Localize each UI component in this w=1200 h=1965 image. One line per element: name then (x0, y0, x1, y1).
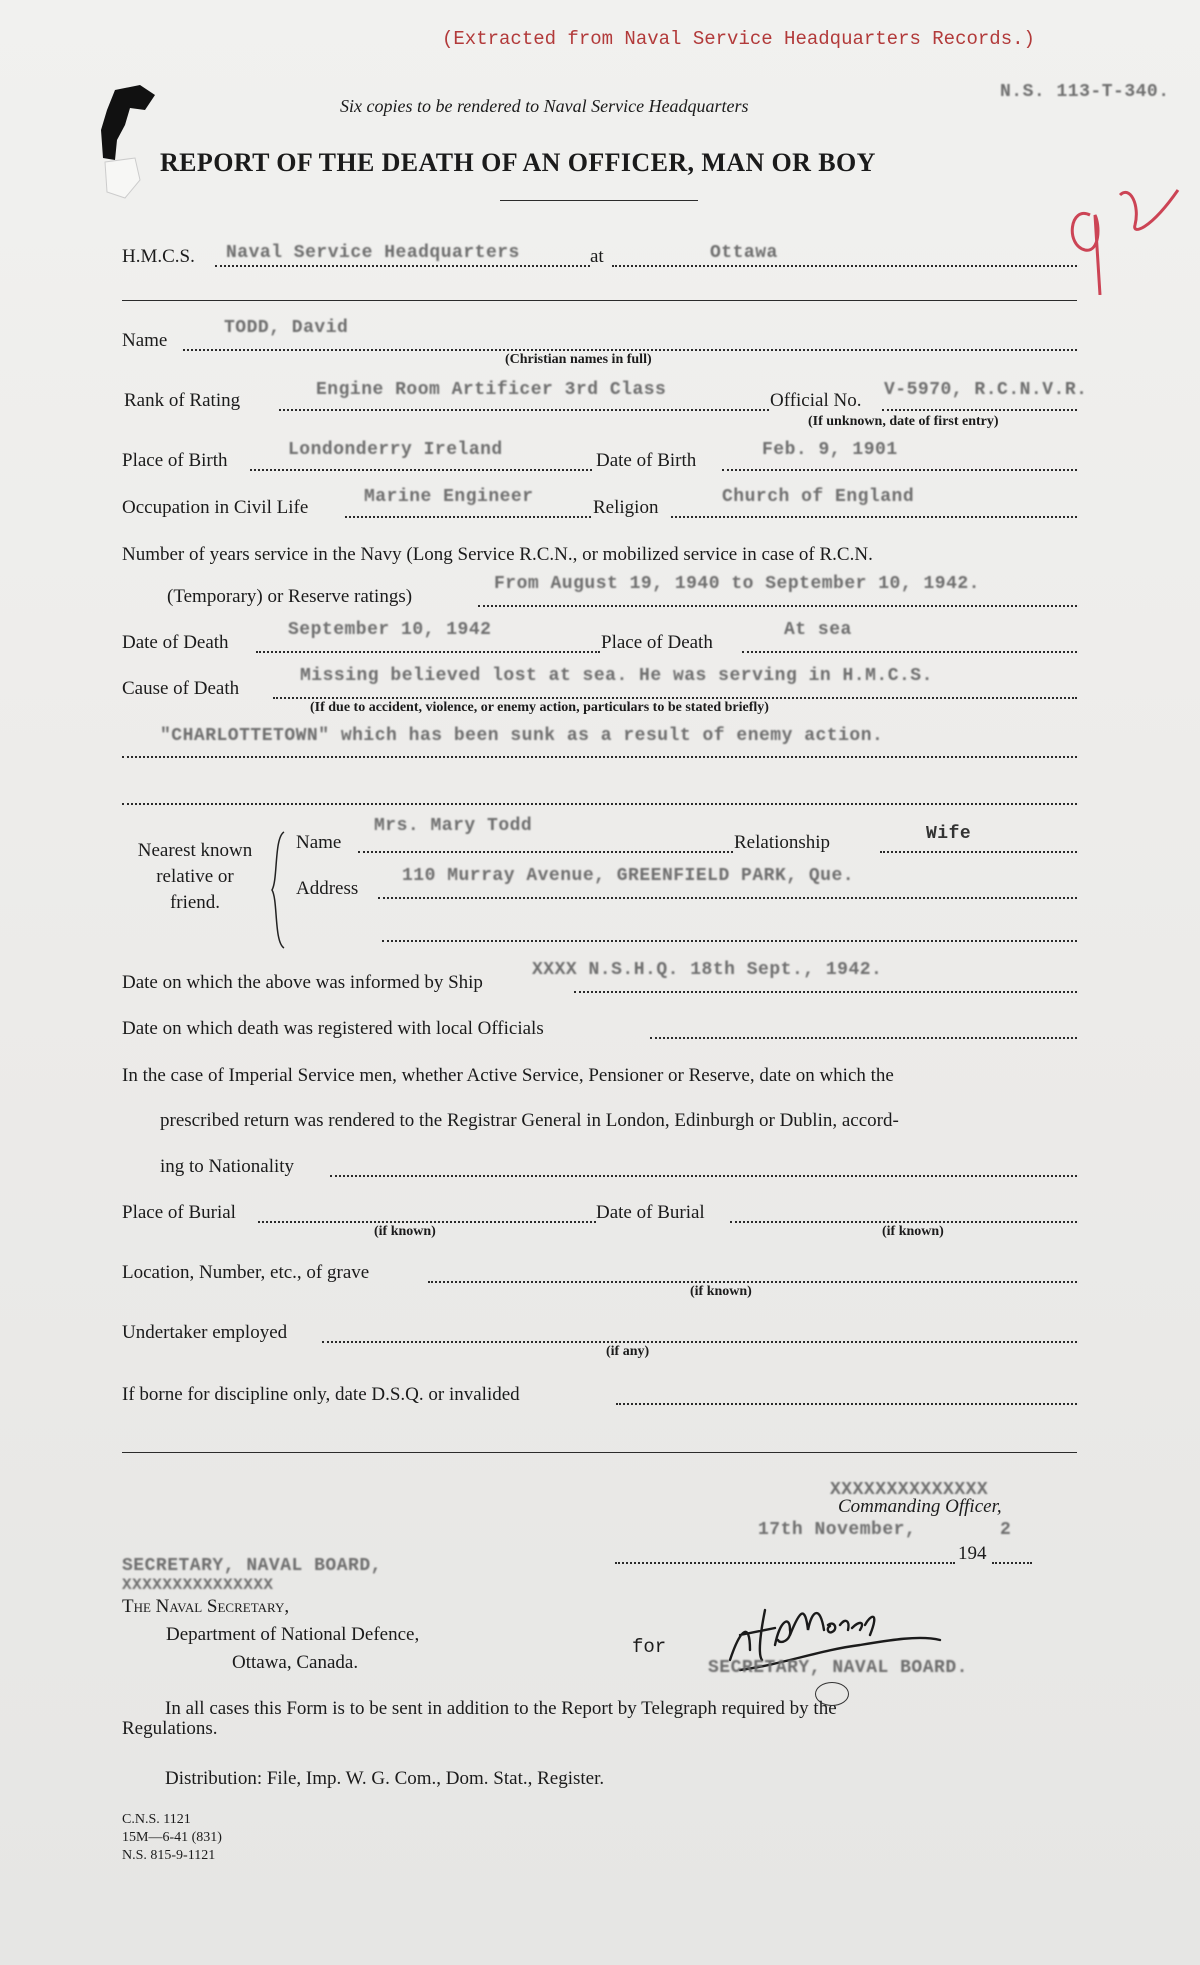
address-dotted-line-2 (382, 940, 1077, 942)
burial-date-dotted-line (730, 1221, 1077, 1223)
signer-title: SECRETARY, NAVAL BOARD. (708, 1658, 968, 1678)
grave-hint: (if known) (690, 1284, 752, 1299)
report-date-value: 17th November, (758, 1520, 917, 1540)
imperial-line-3: ing to Nationality (160, 1156, 295, 1177)
copies-note: Six copies to be rendered to Naval Service Headquarters (340, 96, 749, 116)
death-place-label: Place of Death (601, 632, 713, 653)
rank-dotted-line (279, 409, 769, 411)
official-no-label: Official No. (770, 390, 862, 411)
undertaker-dotted-line (322, 1341, 1077, 1343)
grave-dotted-line (428, 1281, 1077, 1283)
date-dotted-line (615, 1562, 955, 1564)
birth-date-label: Date of Birth (596, 450, 697, 471)
occupation-value: Marine Engineer (364, 487, 534, 507)
occupation-dotted-line (345, 516, 591, 518)
death-place-value: At sea (784, 620, 852, 640)
address-label: Address (296, 878, 359, 899)
brace-bracket (268, 830, 288, 950)
relative-name-label: Name (296, 832, 342, 853)
rank-label: Rank of Rating (124, 390, 241, 411)
struck-title: XXXXXXXXXXXXXX (830, 1480, 989, 1500)
form-code-1: C.N.S. 1121 (122, 1812, 191, 1827)
distribution-line: Distribution: File, Imp. W. G. Com., Dom. Stat., Register. (165, 1768, 605, 1789)
relationship-value: Wife (926, 824, 972, 844)
death-date-value: September 10, 1942 (288, 620, 492, 640)
burial-date-label: Date of Burial (596, 1202, 705, 1223)
birth-date-dotted-line (722, 469, 1077, 471)
service-label-1: Number of years service in the Navy (Long Service R.C.N., or mobilized service in case of R.C.N. (122, 544, 873, 565)
official-no-hint: (If unknown, date of first entry) (808, 414, 999, 429)
torn-paper-damage (95, 80, 175, 200)
service-label-2: (Temporary) or Reserve ratings) (167, 586, 413, 607)
struck-line: XXXXXXXXXXXXXXX (122, 1576, 274, 1594)
hmcs-label: H.M.C.S. (122, 246, 195, 267)
relative-group-label-3: friend. (169, 892, 221, 913)
addressee-line-2: Department of National Defence, (166, 1624, 420, 1645)
red-pencil-annotation (1060, 185, 1180, 295)
informed-label: Date on which the above was informed by Ship (122, 972, 483, 993)
death-date-label: Date of Death (122, 632, 229, 653)
hmcs-dotted-line (215, 265, 590, 267)
relative-name-dotted-line (358, 851, 733, 853)
form-code-2: 15M—6-41 (831) (122, 1830, 222, 1845)
relationship-dotted-line (880, 851, 1077, 853)
form-code-3: N.S. 815-9-1121 (122, 1848, 216, 1863)
rank-value: Engine Room Artificer 3rd Class (316, 380, 667, 400)
extract-note: (Extracted from Naval Service Headquarters Records.) (442, 28, 1035, 50)
at-label: at (590, 246, 604, 267)
year-prefix: 194 (958, 1543, 987, 1564)
name-hint: (Christian names in full) (505, 352, 652, 367)
cause-value-1: Missing believed lost at sea. He was serving in H.M.C.S. (300, 666, 933, 686)
addressee-line-3: Ottawa, Canada. (232, 1652, 359, 1673)
service-dotted-line (478, 605, 1077, 607)
service-value: From August 19, 1940 to September 10, 1942. (494, 574, 980, 594)
section-divider (122, 300, 1077, 301)
cause-dotted-line-3 (122, 803, 1077, 805)
death-date-dotted-line (256, 651, 600, 653)
address-dotted-line-1 (378, 897, 1077, 899)
name-dotted-line (183, 349, 1077, 351)
commanding-officer-label: Commanding Officer, (838, 1496, 1002, 1517)
occupation-label: Occupation in Civil Life (122, 497, 309, 518)
instruction-line-1: In all cases this Form is to be sent in addition to the Report by Telegraph required by the (165, 1698, 837, 1719)
informed-dotted-line (574, 991, 1077, 993)
birth-place-label: Place of Birth (122, 450, 228, 471)
imperial-line-1: In the case of Imperial Service men, whether Active Service, Pensioner or Reserve, date on which the (122, 1065, 894, 1086)
signoff-divider (122, 1452, 1077, 1453)
official-no-dotted-line (882, 409, 1077, 411)
title-underline (500, 200, 698, 201)
cause-value-2: "CHARLOTTETOWN" which has been sunk as a result of enemy action. (160, 726, 884, 746)
undertaker-label: Undertaker employed (122, 1322, 288, 1343)
secretary-typed: SECRETARY, NAVAL BOARD, (122, 1556, 382, 1576)
burial-place-label: Place of Burial (122, 1202, 236, 1223)
death-place-dotted-line (742, 651, 1077, 653)
hmcs-value: Naval Service Headquarters (226, 243, 520, 263)
initials-mark (815, 1682, 849, 1706)
year-suffix-value: 2 (1000, 1520, 1012, 1540)
relative-group-label-2: relative or (156, 866, 234, 887)
burial-date-hint: (if known) (882, 1224, 944, 1239)
relationship-label: Relationship (734, 832, 831, 853)
instruction-line-2: Regulations. (122, 1718, 218, 1739)
at-value: Ottawa (710, 243, 778, 263)
addressee-line-1 (122, 1596, 289, 1618)
birth-place-value: Londonderry Ireland (288, 440, 503, 460)
burial-place-dotted-line (258, 1221, 596, 1223)
nationality-dotted-line (330, 1175, 1077, 1177)
address-value: 110 Murray Avenue, GREENFIELD PARK, Que. (402, 866, 855, 886)
cause-dotted-line-2 (122, 756, 1077, 758)
cause-hint: (If due to accident, violence, or enemy action, particulars to be stated briefly) (310, 700, 769, 715)
cause-dotted-line-1 (273, 697, 1077, 699)
file-number: N.S. 113-T-340. (1000, 82, 1170, 102)
birth-place-dotted-line (250, 469, 592, 471)
name-label: Name (122, 330, 168, 351)
at-dotted-line (612, 265, 1077, 267)
name-value: TODD, David (224, 318, 349, 338)
grave-label: Location, Number, etc., of grave (122, 1262, 370, 1283)
year-dotted-line (992, 1562, 1032, 1564)
form-title: REPORT OF THE DEATH OF AN OFFICER, MAN OR BOY (160, 148, 876, 177)
religion-dotted-line (671, 516, 1077, 518)
undertaker-hint: (if any) (606, 1344, 650, 1359)
dsq-dotted-line (616, 1403, 1077, 1405)
addressee-text: The Naval Secretary, (122, 1596, 290, 1617)
imperial-line-2: prescribed return was rendered to the Registrar General in London, Edinburgh or Dublin, accord- (160, 1110, 899, 1131)
cause-label: Cause of Death (122, 678, 240, 699)
official-no-value: V-5970, R.C.N.V.R. (884, 380, 1088, 400)
relative-name-value: Mrs. Mary Todd (374, 816, 533, 836)
burial-place-hint: (if known) (374, 1224, 436, 1239)
relative-group-label-1: Nearest known (137, 840, 253, 861)
for-label: for (632, 1636, 667, 1658)
registered-label: Date on which death was registered with local Officials (122, 1018, 544, 1039)
birth-date-value: Feb. 9, 1901 (762, 440, 898, 460)
registered-dotted-line (650, 1037, 1077, 1039)
religion-label: Religion (593, 497, 659, 518)
religion-value: Church of England (722, 487, 915, 507)
dsq-label: If borne for discipline only, date D.S.Q. or invalided (122, 1384, 520, 1405)
informed-value: XXXX N.S.H.Q. 18th Sept., 1942. (532, 960, 883, 980)
